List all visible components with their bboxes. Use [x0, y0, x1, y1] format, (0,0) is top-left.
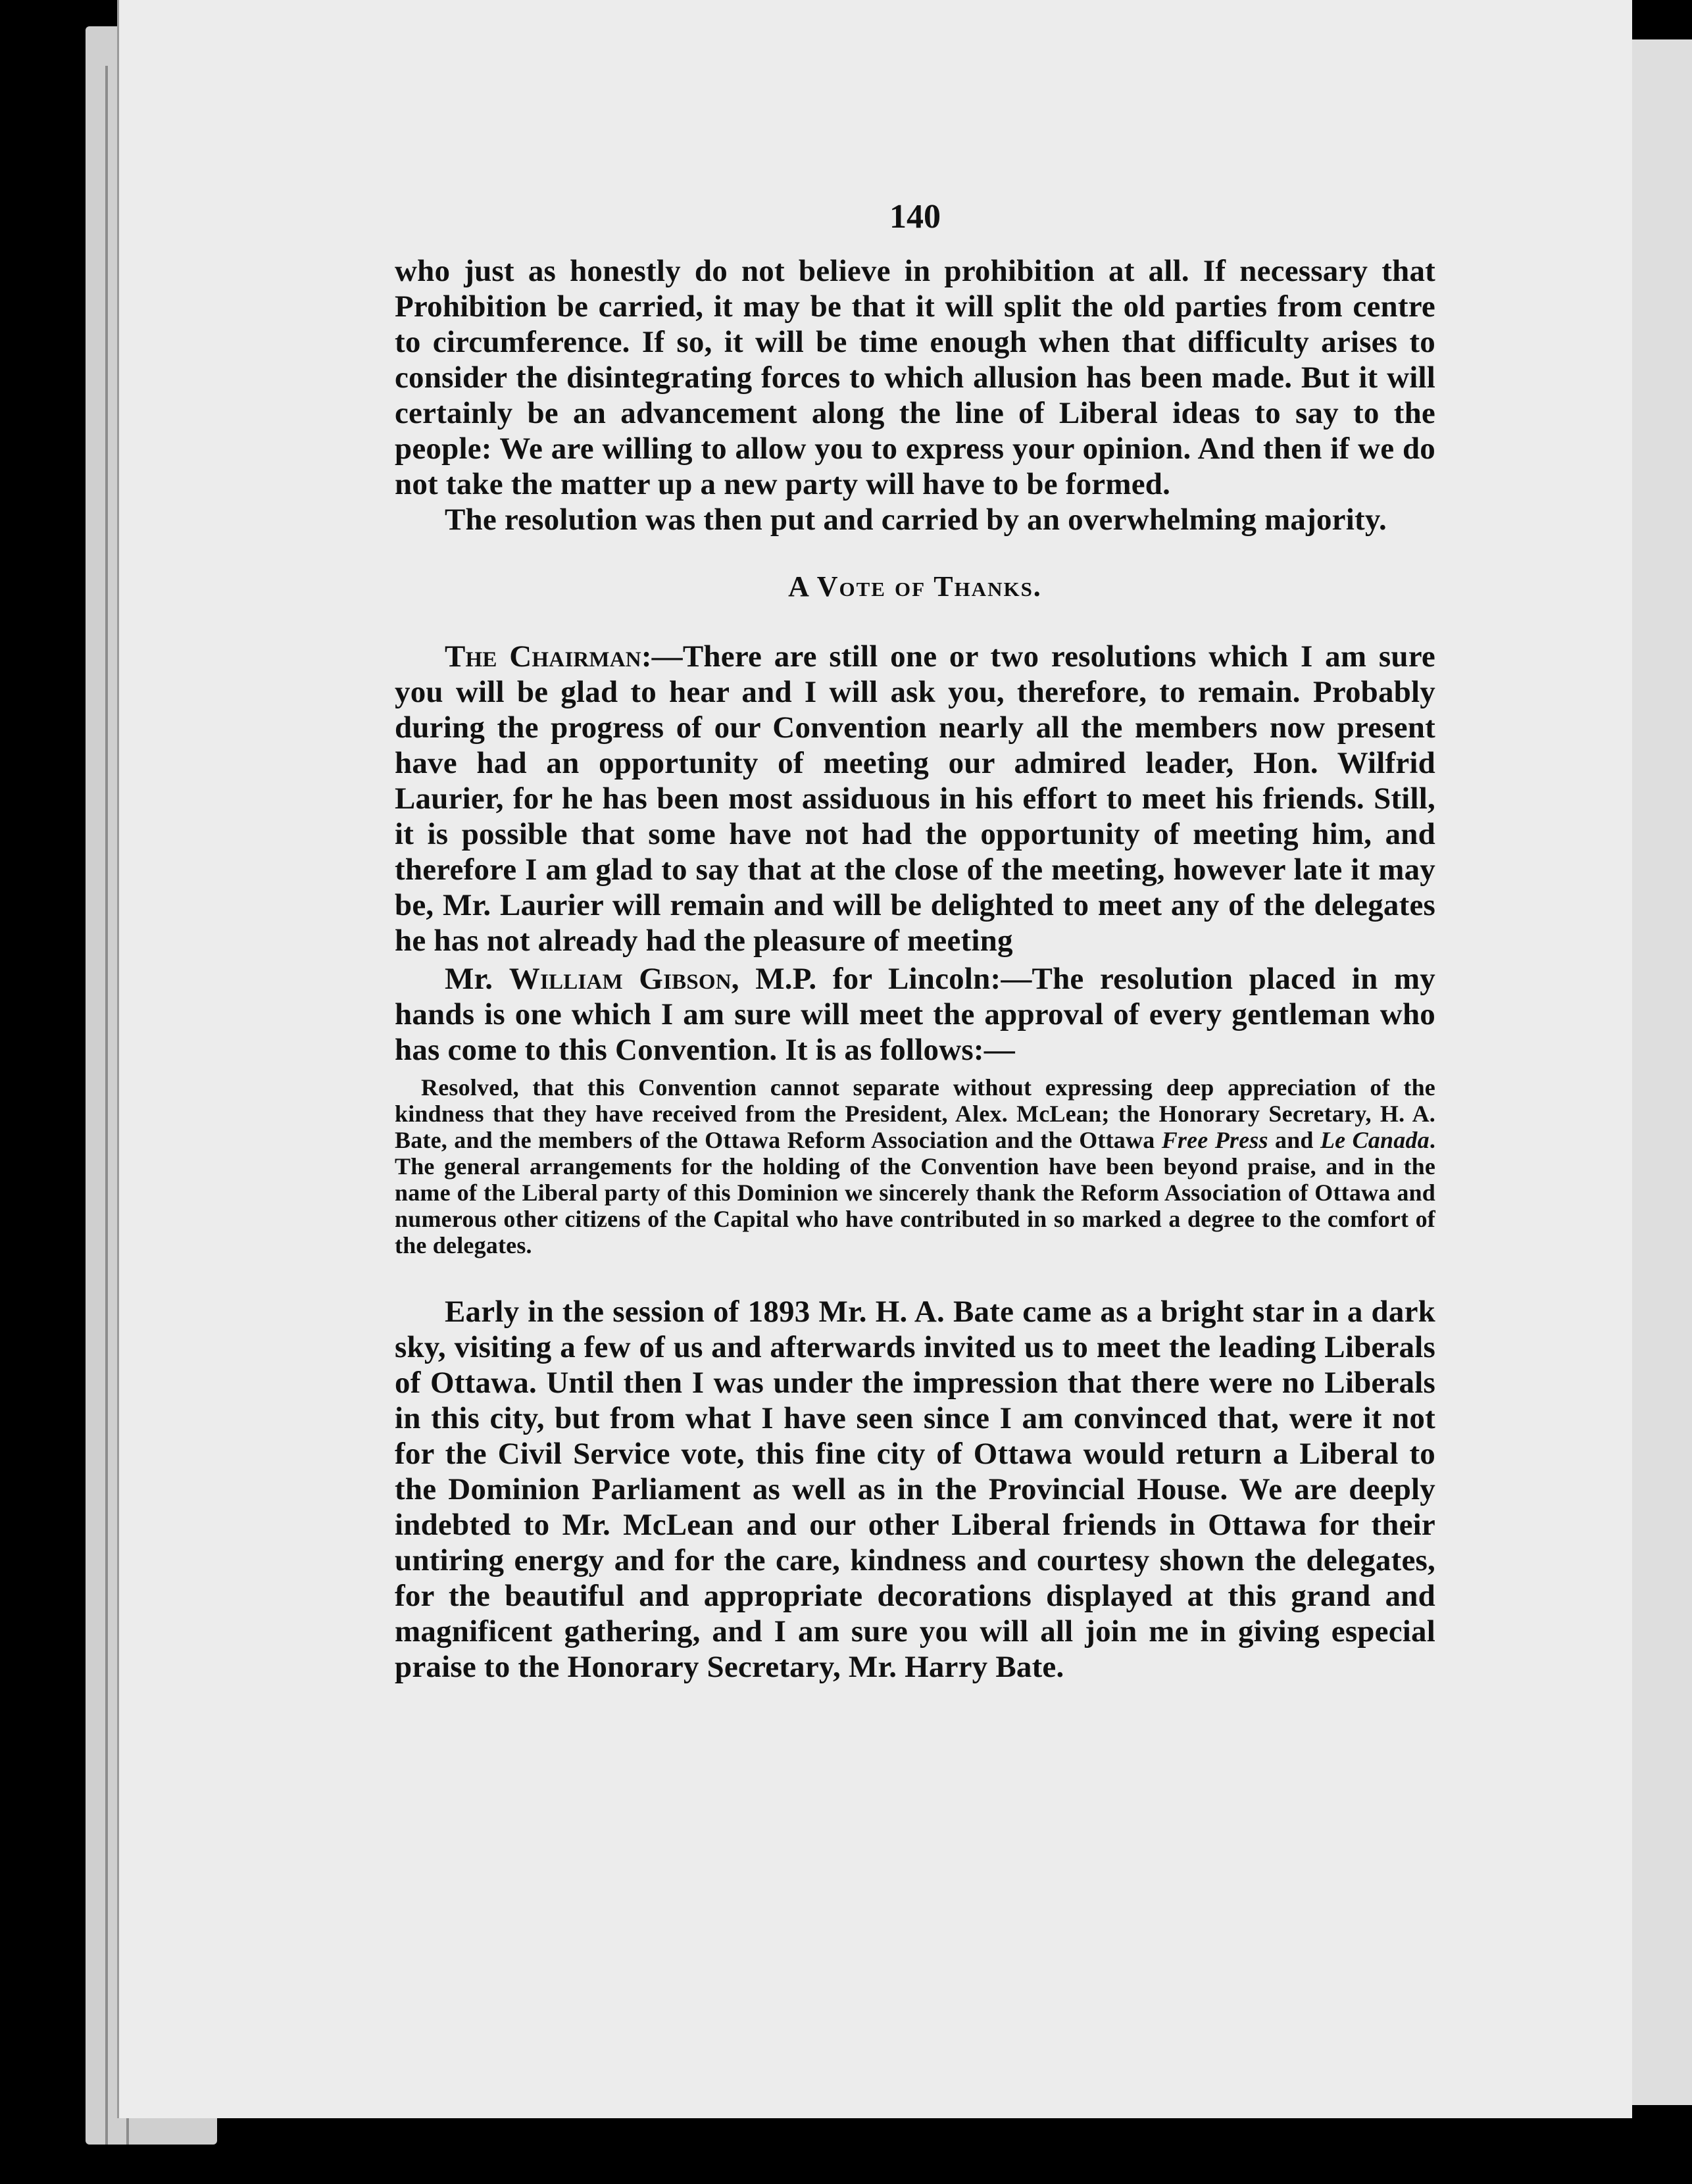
paragraph: [395, 961, 1435, 1068]
section-heading: A Vote of Thanks.: [788, 570, 1042, 603]
quote-part: and: [1275, 1127, 1314, 1153]
quote-part: Resolved, that this Convention cannot separate without expressing deep appreciation of the kindness that they have received from the President, Alex. McLean; the Honorary Secretary, H. A. Bate, and the members of the Ottawa Reform Association and the Ottawa: [395, 1074, 1435, 1153]
speaker-name: The Chairman: [445, 639, 641, 674]
page-edge-line: [105, 66, 108, 2145]
speaker-name: William Gibson: [509, 962, 732, 996]
page-number: 140: [889, 198, 941, 236]
page-text: [395, 197, 1435, 1685]
newspaper-title: Le Canada: [1320, 1127, 1430, 1153]
resolution-quote: [395, 1074, 1435, 1258]
quote-text: [395, 1074, 1435, 1258]
facing-page-edge: [1624, 39, 1692, 2105]
speech-text: :—There are still one or two resolutions which I am sure you will be glad to hear and I will ask you, therefore, to remain. Probably during the progress of our Convention nearly all the members now present have had an opportunity of meeting our admired leader, Hon. Wilfrid Laurier, for he has been most assiduous in his effort to meet his friends. Still, it is possible that some have not had the opportunity of meeting him, and therefore I am glad to say that at the close of the meeting, however late it may be, Mr. Laurier will remain and will be delighted to meet any of the delegates he has not already had the pleasure of meeting: [395, 639, 1435, 958]
paragraph: The resolution was then put and carried by an overwhelming majority.: [445, 503, 1387, 537]
paragraph: who just as honestly do not believe in prohibition at all. If necessary that Prohibition be carried, it may be that it will split the old parties from centre to circumference. If so, it will be time enough when that difficulty arises to consider the disintegrating forces to which allusion has been made. But it will certainly be an advancement along the line of Liberal ideas to say to the people: We are willing to allow you to express your opinion. And then if we do not take the matter up a new party will have to be formed.: [395, 254, 1435, 501]
speech-text: , M.P. for Lincoln:—The resolution placed in my hands is one which I am sure will meet the approval of every gentleman who has come to this Convention. It is as follows:—: [395, 962, 1436, 1067]
paragraph: [395, 639, 1435, 958]
newspaper-title: Free Press: [1161, 1127, 1268, 1153]
speaker-title: Mr.: [445, 962, 493, 996]
paragraph: Early in the session of 1893 Mr. H. A. Bate came as a bright star in a dark sky, visiting a few of us and afterwards invited us to meet the leading Liberals of Ottawa. Until then I was under the impression that there were no Liberals in this city, but from what I have seen since I am convinced that, were it not for the Civil Service vote, this fine city of Ottawa would return a Liberal to the Dominion Parliament as well as in the Provincial House. We are deeply indebted to Mr. McLean and our other Liberal friends in Ottawa for their untiring energy and for the care, kindness and courtesy shown the delegates, for the beautiful and appropriate decorations displayed at this grand and magnificent gathering, and I am sure you will all join me in giving especial praise to the Honorary Secretary, Mr. Harry Bate.: [395, 1295, 1435, 1684]
quote-part: . The general arrangements for the holding of the Convention have been beyond praise, and in the name of the Liberal party of this Dominion we sincerely thank the Reform Association of Ottawa and numerous other citizens of the Capital who have contributed in so marked a degree to the comfort of the delegates.: [395, 1127, 1436, 1258]
